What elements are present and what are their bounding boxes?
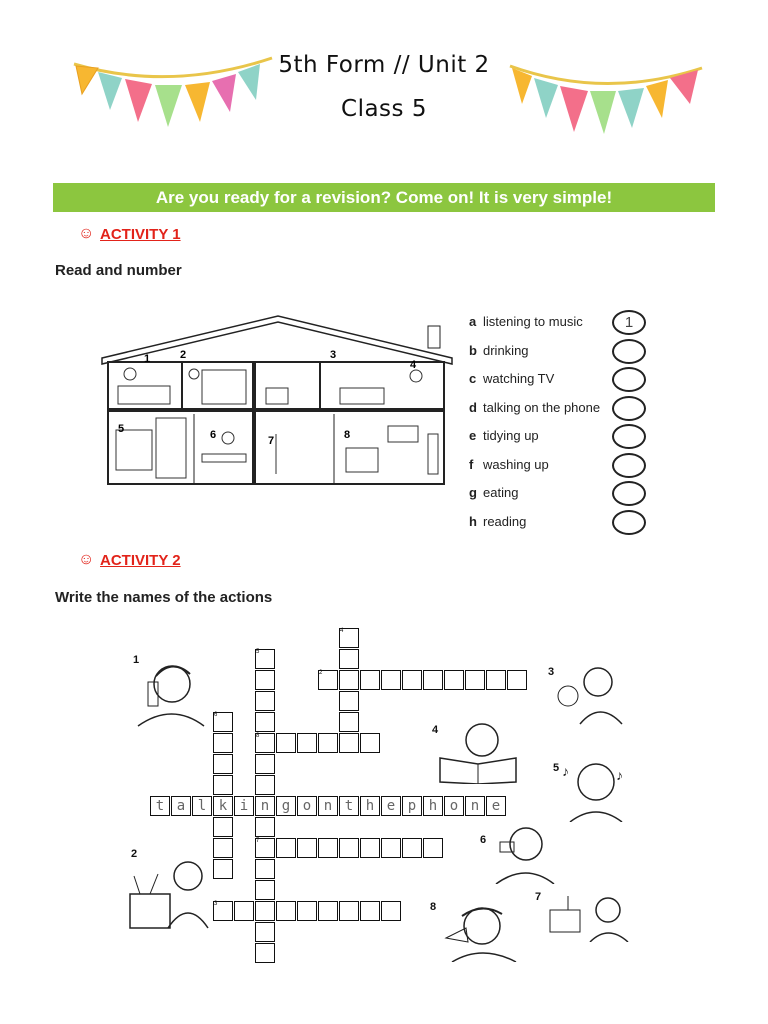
activity-item-text: drinking [483, 342, 529, 358]
crossword-cell[interactable] [360, 838, 380, 858]
picture-8-eating-boy [440, 898, 522, 962]
crossword-cell[interactable] [255, 691, 275, 711]
example-letter: h [365, 798, 375, 814]
picture-4-reading-girl [430, 718, 526, 784]
picture-number-3: 3 [548, 666, 555, 678]
crossword-cell[interactable] [255, 775, 275, 795]
room-number-7: 7 [268, 435, 275, 447]
room-number-1: 1 [144, 353, 151, 365]
example-letter: e [386, 798, 396, 814]
crossword-cell[interactable] [339, 649, 359, 669]
crossword-cell[interactable] [318, 901, 338, 921]
crossword-cell[interactable] [297, 901, 317, 921]
page-title: 5th Form // Unit 2 [278, 52, 490, 78]
activity-item-letter: d [469, 399, 477, 415]
activity-2-instruction: Write the names of the actions [55, 589, 273, 606]
crossword-cell[interactable] [402, 670, 422, 690]
smiley-icon: ☺ [78, 551, 95, 568]
picture-5-music-boy [560, 756, 630, 822]
activity-1-heading: ACTIVITY 1 [100, 226, 181, 243]
crossword-cell[interactable] [339, 733, 359, 753]
crossword-cell[interactable] [276, 901, 296, 921]
room-number-6: 6 [210, 429, 217, 441]
crossword-cell[interactable] [255, 901, 275, 921]
picture-number-1: 1 [133, 654, 140, 666]
crossword-cell[interactable] [297, 838, 317, 858]
example-letter: e [491, 798, 501, 814]
crossword-cell[interactable] [213, 817, 233, 837]
svg-text:♪: ♪ [562, 763, 569, 779]
crossword-cell[interactable] [339, 712, 359, 732]
example-letter: n [323, 798, 333, 814]
activity-item-letter: h [469, 513, 477, 529]
crossword-cell[interactable] [339, 691, 359, 711]
crossword-cell[interactable] [360, 901, 380, 921]
activity-item-text: talking on the phone [483, 399, 601, 415]
activity-item-text: reading [483, 513, 527, 529]
room-number-4: 4 [410, 359, 417, 371]
svg-text:♪: ♪ [616, 767, 623, 783]
example-letter: t [344, 798, 354, 814]
crossword-cell[interactable] [339, 838, 359, 858]
crossword-cell[interactable] [213, 733, 233, 753]
revision-banner: Are you ready for a revision? Come on! It is very simple! [53, 183, 715, 212]
room-number-2: 2 [180, 349, 187, 361]
crossword-cell[interactable] [423, 670, 443, 690]
activity-item-letter: e [469, 428, 477, 443]
crossword-cell[interactable] [339, 901, 359, 921]
example-letter: n [260, 798, 270, 814]
smiley-icon: ☺ [78, 225, 95, 242]
crossword-cell[interactable] [318, 838, 338, 858]
crossword-cell[interactable] [339, 670, 359, 690]
picture-6-drinking-boy [488, 822, 558, 884]
picture-number-8: 8 [430, 901, 437, 913]
activity-item-text: tidying up [483, 428, 539, 443]
activity-item-text: eating [483, 485, 519, 500]
answer-value: 1 [624, 314, 634, 331]
picture-2-tv-girl [128, 854, 218, 930]
crossword-cell[interactable] [381, 901, 401, 921]
clue-number: 5 [256, 649, 260, 655]
crossword-cell[interactable] [255, 922, 275, 942]
crossword-cell[interactable] [297, 733, 317, 753]
picture-number-4: 4 [432, 724, 439, 736]
picture-7-tidying-girl [546, 894, 632, 942]
crossword-cell[interactable] [255, 943, 275, 963]
crossword-cell[interactable] [381, 670, 401, 690]
example-letter: p [407, 798, 417, 814]
clue-number: 6 [214, 712, 218, 718]
activity-item-letter: a [469, 314, 477, 329]
activity-item-letter: f [469, 456, 474, 472]
activity-item-letter: g [469, 485, 477, 500]
crossword-cell[interactable] [255, 670, 275, 690]
room-number-8: 8 [344, 429, 351, 441]
example-letter: i [239, 798, 249, 814]
crossword-cell[interactable] [486, 670, 506, 690]
clue-number: 7 [256, 838, 260, 844]
crossword-cell[interactable] [255, 859, 275, 879]
picture-1-phone-boy [128, 652, 208, 728]
crossword-cell[interactable] [444, 670, 464, 690]
crossword-cell[interactable] [360, 733, 380, 753]
activity-item-text: watching TV [483, 371, 555, 386]
activity-item-text: washing up [483, 456, 549, 472]
clue-number: 2 [319, 670, 323, 676]
example-letter: g [281, 798, 291, 814]
picture-number-5: 5 [553, 762, 560, 774]
example-letter: l [197, 798, 207, 814]
crossword-cell[interactable] [507, 670, 527, 690]
activity-1-instruction: Read and number [55, 262, 182, 279]
crossword-cell[interactable] [381, 838, 401, 858]
crossword-cell[interactable] [255, 712, 275, 732]
example-letter: h [428, 798, 438, 814]
clue-number: 3 [214, 901, 218, 907]
example-letter: o [449, 798, 459, 814]
crossword-cell[interactable] [213, 754, 233, 774]
crossword-cell[interactable] [213, 775, 233, 795]
room-number-3: 3 [330, 349, 337, 361]
example-letter: o [302, 798, 312, 814]
example-letter: k [218, 798, 228, 814]
crossword-cell[interactable] [255, 817, 275, 837]
room-number-5: 5 [118, 423, 125, 435]
example-letter: a [176, 798, 186, 814]
crossword-cell[interactable] [255, 754, 275, 774]
crossword-cell[interactable] [276, 733, 296, 753]
crossword-cell[interactable] [423, 838, 443, 858]
clue-number: 4 [340, 628, 344, 634]
crossword-cell[interactable] [255, 880, 275, 900]
crossword-cell[interactable] [402, 838, 422, 858]
activity-item-text: listening to music [483, 314, 583, 329]
activity-item-letter: c [469, 371, 477, 386]
crossword-cell[interactable] [234, 901, 254, 921]
crossword-cell[interactable] [276, 838, 296, 858]
activity-item-letter: b [469, 342, 477, 358]
clue-number: 8 [256, 733, 260, 739]
picture-number-2: 2 [131, 848, 138, 860]
activity-2-heading: ACTIVITY 2 [100, 552, 181, 569]
crossword-cell[interactable] [465, 670, 485, 690]
picture-number-6: 6 [480, 834, 487, 846]
page-subtitle: Class 5 [341, 96, 427, 122]
crossword-cell[interactable] [360, 670, 380, 690]
picture-number-7: 7 [535, 891, 542, 903]
example-letter: t [155, 798, 165, 814]
example-letter: n [470, 798, 480, 814]
crossword-cell[interactable] [318, 733, 338, 753]
